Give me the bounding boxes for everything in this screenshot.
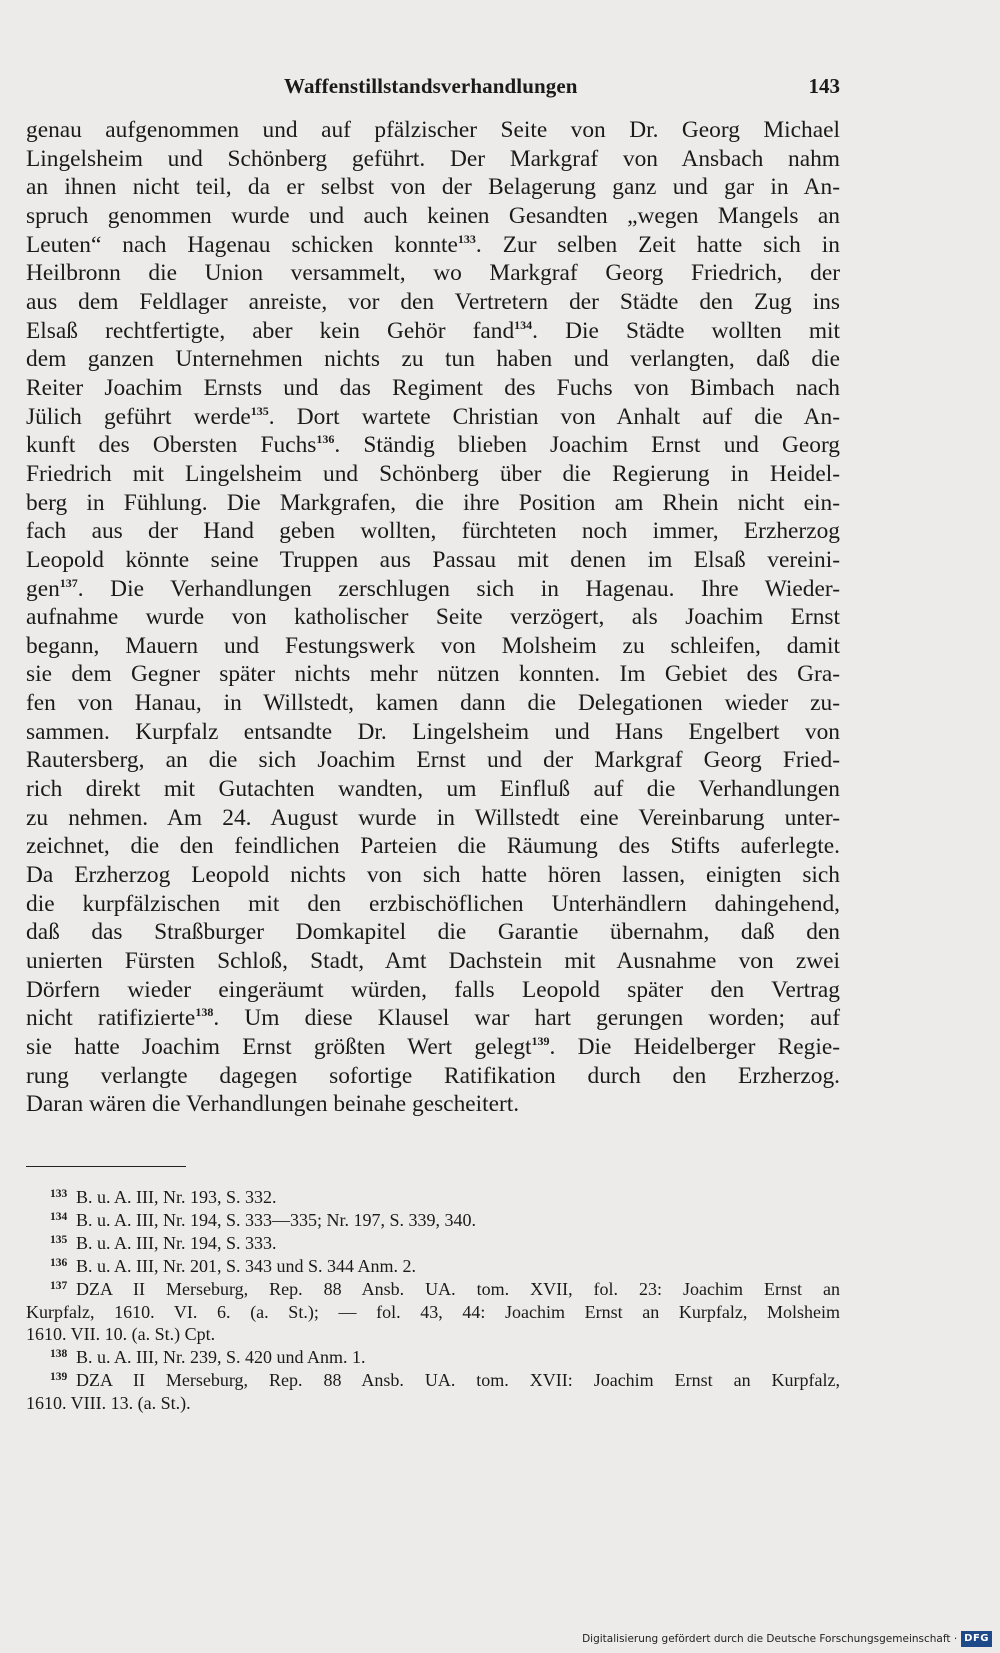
footnote-text: Kurpfalz, 1610. VI. 6. (a. St.); — fol. 43, 44: Joachim Ernst an Kurpfalz, Molsheim bbox=[26, 1301, 840, 1322]
text-run: Dörfern wieder eingeräumt würden, falls Leopold später den Vertrag bbox=[26, 976, 840, 1003]
text-line bbox=[26, 374, 840, 403]
footnote-reference[interactable]: 135 bbox=[250, 403, 269, 418]
footnote-reference[interactable]: 137 bbox=[59, 575, 78, 590]
footnote-text: DZA II Merseburg, Rep. 88 Ansb. UA. tom. XVII: Joachim Ernst an Kurpfalz, bbox=[76, 1370, 840, 1391]
text-run: nicht ratifizierte bbox=[26, 1005, 196, 1032]
page-number: 143 bbox=[808, 74, 840, 98]
text-run: Da Erzherzog Leopold nichts von sich hatte hören lassen, einigten sich bbox=[26, 862, 840, 889]
running-head: Waffenstillstandsverhandlungen bbox=[284, 74, 578, 98]
text-run: . Um diese Klausel war hart gerungen worden; auf bbox=[213, 1005, 840, 1032]
text-line bbox=[26, 431, 840, 460]
text-run: Daran wären die Verhandlungen beinahe gescheitert. bbox=[26, 1091, 520, 1118]
text-line bbox=[26, 317, 840, 346]
text-run: fach aus der Hand geben wollten, fürchteten noch immer, Erzherzog bbox=[26, 518, 840, 545]
text-line bbox=[26, 918, 840, 947]
text-run: . Die Heidelberger Regie- bbox=[549, 1034, 841, 1060]
text-line bbox=[26, 603, 840, 632]
text-run: an ihnen nicht teil, da er selbst von der Belagerung ganz und gar in An- bbox=[26, 174, 840, 201]
footnote-divider bbox=[26, 1166, 186, 1167]
text-line bbox=[26, 660, 840, 689]
footnote-text: 1610. VII. 10. (a. St.) Cpt. bbox=[26, 1324, 216, 1345]
text-run: Elsaß rechtfertigte, aber kein Gehör fand bbox=[26, 317, 515, 344]
text-line bbox=[26, 1004, 840, 1033]
text-line bbox=[26, 861, 840, 890]
text-run: Jülich geführt werde bbox=[26, 403, 251, 430]
digitization-credit bbox=[582, 1629, 992, 1649]
text-run: sie dem Gegner später nichts mehr nützen konnten. Im Gebiet des Gra- bbox=[26, 661, 840, 688]
text-run: berg in Fühlung. Die Markgrafen, die ihre Position am Rhein nicht ein- bbox=[26, 489, 840, 516]
footnote-line: 136 B. u. A. III, Nr. 201, S. 343 und S. 344 Anm. 2. bbox=[50, 1255, 417, 1276]
text-line bbox=[26, 890, 840, 919]
text-run: fen von Hanau, in Willstedt, kamen dann die Delegationen wieder zu- bbox=[26, 690, 840, 717]
text-line bbox=[26, 345, 840, 374]
footnote-line: 133 B. u. A. III, Nr. 193, S. 332. bbox=[50, 1187, 277, 1207]
text-line bbox=[26, 145, 840, 174]
text-line bbox=[26, 718, 840, 747]
text-run: aus dem Feldlager anreiste, vor den Vertretern der Städte den Zug ins bbox=[26, 288, 840, 315]
text-line bbox=[26, 259, 840, 288]
text-line bbox=[26, 202, 840, 231]
text-run: begann, Mauern und Festungswerk von Molsheim zu schleifen, damit bbox=[26, 632, 840, 659]
text-run: aufnahme wurde von katholischer Seite verzögert, als Joachim Ernst bbox=[26, 604, 840, 631]
text-run: zu nehmen. Am 24. August wurde in Willstedt eine Vereinbarung unter- bbox=[26, 804, 840, 831]
footnote-line: 138 B. u. A. III, Nr. 239, S. 420 und Anm. 1. bbox=[50, 1347, 366, 1368]
footnote-reference[interactable]: 138 bbox=[195, 1005, 214, 1020]
text-run: . Dort wartete Christian von Anhalt auf die An- bbox=[268, 403, 840, 430]
text-run: kunft des Obersten Fuchs bbox=[26, 432, 317, 459]
footnote-line: 139 DZA II Merseburg, Rep. 88 Ansb. UA. tom. XVII: Joachim Ernst an Kurpfalz, bbox=[50, 1370, 840, 1391]
text-line bbox=[26, 460, 840, 489]
footnote-text: DZA II Merseburg, Rep. 88 Ansb. UA. tom. XVII, fol. 23: Joachim Ernst an bbox=[76, 1278, 840, 1299]
text-line bbox=[26, 173, 840, 202]
text-run: Friedrich mit Lingelsheim und Schönberg über die Regierung in Heidel- bbox=[26, 460, 840, 487]
footnote-line bbox=[26, 1392, 840, 1415]
footnote-text: B. u. A. III, Nr. 193, S. 332. bbox=[76, 1187, 277, 1207]
footnote-line: 134 B. u. A. III, Nr. 194, S. 333—335; Nr. 197, S. 339, 340. bbox=[50, 1209, 477, 1230]
text-run: . Ständig blieben Joachim Ernst und Georg bbox=[334, 432, 841, 459]
footnote-text: B. u. A. III, Nr. 201, S. 343 und S. 344 Anm. 2. bbox=[76, 1255, 417, 1276]
footnote-reference[interactable]: 136 bbox=[316, 432, 335, 447]
text-run: Leopold könnte seine Truppen aus Passau mit denen im Elsaß vereini- bbox=[26, 546, 840, 573]
text-line bbox=[26, 775, 840, 804]
text-run: unierten Fürsten Schloß, Stadt, Amt Dachstein mit Ausnahme von zwei bbox=[26, 948, 840, 975]
text-run: zeichnet, die den feindlichen Parteien die Räumung des Stifts auferlegte. bbox=[26, 833, 840, 860]
text-line bbox=[26, 231, 840, 260]
text-line bbox=[26, 489, 840, 518]
text-run: Leuten“ nach Hagenau schicken konnte bbox=[26, 231, 458, 258]
text-run: rich direkt mit Gutachten wandten, um Einfluß auf die Verhandlungen bbox=[26, 776, 840, 803]
text-run: genau aufgenommen und auf pfälzischer Seite von Dr. Georg Michael bbox=[26, 117, 840, 143]
text-line bbox=[26, 517, 840, 546]
text-line bbox=[26, 575, 840, 604]
text-line bbox=[26, 976, 840, 1005]
main-text-block bbox=[26, 116, 840, 1119]
page-header bbox=[26, 74, 840, 106]
text-run: Rautersberg, an die sich Joachim Ernst und der Markgraf Georg Fried- bbox=[26, 747, 840, 774]
footnote-reference[interactable]: 139 bbox=[531, 1034, 550, 1048]
footnote-reference[interactable]: 134 bbox=[514, 317, 533, 332]
text-run: Lingelsheim und Schönberg geführt. Der Markgraf von Ansbach nahm bbox=[26, 145, 840, 172]
footnote-text: B. u. A. III, Nr. 194, S. 333—335; Nr. 197, S. 339, 340. bbox=[76, 1209, 477, 1230]
footnote-text: 1610. VIII. 13. (a. St.). bbox=[26, 1393, 191, 1414]
credit-text: Digitalisierung gefördert durch die Deutsche Forschungsgemeinschaft · bbox=[582, 1633, 958, 1645]
text-line bbox=[26, 632, 840, 661]
footnote-line bbox=[26, 1301, 840, 1324]
text-run: daß das Straßburger Domkapitel die Garantie übernahm, daß den bbox=[26, 919, 840, 946]
text-line bbox=[26, 746, 840, 775]
text-line bbox=[26, 947, 840, 976]
footnote-line: 135 B. u. A. III, Nr. 194, S. 333. bbox=[50, 1232, 277, 1253]
text-run: rung verlangte dagegen sofortige Ratifikation durch den Erzherzog. bbox=[26, 1062, 840, 1089]
text-run: gen bbox=[26, 575, 60, 602]
footnote-text: B. u. A. III, Nr. 194, S. 333. bbox=[76, 1232, 277, 1253]
text-run: dem ganzen Unternehmen nichts zu tun haben und verlangten, daß die bbox=[26, 346, 840, 373]
text-run: Heilbronn die Union versammelt, wo Markgraf Georg Friedrich, der bbox=[26, 260, 840, 287]
text-run: sammen. Kurpfalz entsandte Dr. Lingelsheim und Hans Engelbert von bbox=[26, 718, 840, 745]
text-line bbox=[26, 689, 840, 718]
text-line bbox=[26, 403, 840, 432]
text-line bbox=[26, 546, 840, 575]
text-line bbox=[26, 116, 840, 145]
text-run: sie hatte Joachim Ernst größten Wert gelegt bbox=[26, 1034, 532, 1060]
text-run: spruch genommen wurde und auch keinen Gesandten „wegen Mangels an bbox=[26, 202, 840, 229]
text-run: . Die Städte wollten mit bbox=[532, 317, 841, 344]
footnote-text: B. u. A. III, Nr. 239, S. 420 und Anm. 1. bbox=[76, 1347, 366, 1368]
dfg-logo-icon[interactable]: DFG bbox=[961, 1631, 992, 1647]
footnote-line bbox=[26, 1323, 840, 1346]
text-run: Reiter Joachim Ernsts und das Regiment des Fuchs von Bimbach nach bbox=[26, 374, 840, 401]
text-line bbox=[26, 1062, 840, 1091]
text-run: . Die Verhandlungen zerschlugen sich in Hagenau. Ihre Wieder- bbox=[77, 575, 840, 602]
text-line bbox=[26, 288, 840, 317]
text-line bbox=[26, 804, 840, 833]
text-line bbox=[26, 832, 840, 861]
text-run: die kurpfälzischen mit den erzbischöflichen Unterhändlern dahingehend, bbox=[26, 890, 840, 917]
footnote-line: 137 DZA II Merseburg, Rep. 88 Ansb. UA. tom. XVII, fol. 23: Joachim Ernst an bbox=[50, 1278, 840, 1299]
footnotes-block bbox=[26, 1186, 840, 1415]
text-line bbox=[26, 1033, 840, 1062]
text-line bbox=[26, 1090, 840, 1119]
footnote-reference[interactable]: 133 bbox=[457, 231, 476, 246]
text-run: . Zur selben Zeit hatte sich in bbox=[475, 231, 840, 258]
